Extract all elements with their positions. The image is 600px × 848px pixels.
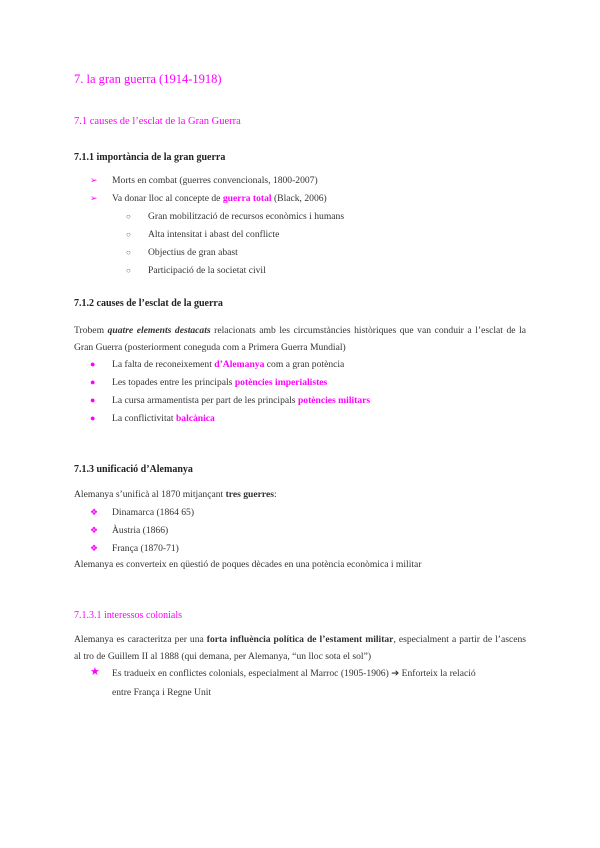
list-item-text: Àustria (1866) bbox=[112, 525, 169, 536]
text-segment: Les topades entre les principals bbox=[112, 377, 235, 388]
list-item bbox=[90, 192, 327, 205]
emphasis-quatre-elements: quatre elements destacats bbox=[107, 325, 211, 336]
diamond-bullet-icon: ❖ bbox=[90, 543, 99, 553]
section-title: 7. la gran guerra (1914-1918) bbox=[74, 72, 222, 86]
list-item-text bbox=[112, 394, 370, 407]
highlight-potencies-militars: potències militars bbox=[297, 395, 371, 406]
paragraph-unificacio bbox=[74, 488, 277, 501]
list-item bbox=[90, 542, 179, 555]
diamond-bullet-icon: ❖ bbox=[90, 507, 99, 517]
circle-bullet-icon: ○ bbox=[126, 212, 131, 221]
sub-list-item-text: Objectius de gran abast bbox=[148, 247, 238, 258]
sub-list-item bbox=[126, 264, 266, 277]
list-item bbox=[90, 358, 344, 371]
dot-bullet-icon: ● bbox=[90, 395, 96, 405]
arrow-bullet-icon: ➢ bbox=[90, 193, 98, 203]
highlight-guerra-total: guerra total bbox=[222, 193, 272, 204]
sub-list-item bbox=[126, 246, 238, 259]
list-item-text bbox=[112, 376, 327, 389]
list-item-text bbox=[112, 412, 215, 425]
sub-list-item bbox=[126, 210, 344, 223]
sub-list-item-text: Participació de la societat civil bbox=[148, 265, 266, 276]
highlight-potencies-imperialistes: potències imperialistes bbox=[234, 377, 328, 388]
text-segment: La cursa armamentista per part de les principals bbox=[112, 395, 298, 406]
section-subtitle: 7.1 causes de l’esclat de la Gran Guerra bbox=[74, 116, 241, 127]
list-item-text bbox=[112, 358, 344, 371]
list-item-text bbox=[112, 192, 327, 205]
sub-list-item-text: Gran mobilització de recursos econòmics i humans bbox=[148, 211, 345, 222]
text-segment: com a gran potència bbox=[264, 359, 345, 370]
list-item bbox=[90, 412, 215, 425]
list-item bbox=[90, 524, 168, 537]
heading-7-1-3-1: 7.1.3.1 interessos colonials bbox=[74, 610, 183, 621]
text-segment: Va donar lloc al concepte de bbox=[112, 193, 223, 204]
text-segment: La conflictivitat bbox=[112, 413, 176, 424]
text-segment: Trobem bbox=[74, 325, 108, 336]
text-segment: relacionats amb les circumstàncies històriques que van conduir a l’esclat de la Gran Guerra (posteriorment coneguda com a Primera Guerra Mundial) bbox=[74, 325, 526, 353]
sub-list-item-text: Alta intensitat i abast del conflicte bbox=[148, 229, 280, 240]
text-segment: La falta de reconeixement bbox=[112, 359, 215, 370]
dot-bullet-icon: ● bbox=[90, 413, 96, 423]
sub-list-item bbox=[126, 228, 279, 241]
text-segment: Alemanya es caracteritza per una bbox=[74, 634, 207, 645]
list-item-continuation: entre França i Regne Unit bbox=[112, 687, 212, 698]
emphasis-influencia-militar: forta influència política de l’estament militar bbox=[206, 634, 394, 645]
list-item bbox=[90, 376, 327, 389]
list-item bbox=[90, 394, 370, 407]
list-item-text: Es tradueix en conflictes colonials, especialment al Marroc (1905-1906) ➔ Enforteix la relació bbox=[112, 668, 476, 679]
paragraph-quatre-elements bbox=[74, 322, 526, 356]
emphasis-tres-guerres: tres guerres bbox=[225, 489, 274, 500]
list-item-text: França (1870-71) bbox=[112, 543, 179, 554]
list-item bbox=[90, 667, 476, 680]
highlight-balcanica: balcànica bbox=[175, 413, 215, 424]
list-item bbox=[90, 506, 194, 519]
paragraph-potencia: Alemanya es converteix en qüestió de poques dècades en una potència econòmica i militar bbox=[72, 559, 422, 570]
highlight-alemanya: d’Alemanya bbox=[214, 359, 265, 370]
paragraph-interessos-colonials bbox=[74, 631, 526, 665]
text-segment: (Black, 2006) bbox=[271, 193, 327, 204]
circle-bullet-icon: ○ bbox=[126, 266, 131, 275]
heading-7-1-2: 7.1.2 causes de l’esclat de la guerra bbox=[74, 298, 223, 309]
heading-7-1-1: 7.1.1 importància de la gran guerra bbox=[74, 152, 226, 163]
text-segment: : bbox=[274, 489, 277, 500]
circle-bullet-icon: ○ bbox=[126, 248, 131, 257]
diamond-bullet-icon: ❖ bbox=[90, 525, 99, 535]
list-item bbox=[90, 174, 318, 187]
dot-bullet-icon: ● bbox=[90, 377, 96, 387]
list-item-text: Morts en combat (guerres convencionals, 1800-2007) bbox=[112, 175, 318, 186]
text-segment: , especialment a partir de l’ascens al tro de Guillem II al 1888 (qui demana, per Alemanya, “un lloc sota el sol”) bbox=[74, 634, 526, 662]
dot-bullet-icon: ● bbox=[90, 359, 96, 369]
heading-7-1-3: 7.1.3 unificació d’Alemanya bbox=[74, 464, 193, 475]
list-item-text: Dinamarca (1864 65) bbox=[112, 507, 195, 518]
arrow-bullet-icon: ➢ bbox=[90, 175, 98, 185]
text-segment: Alemanya s’unificà al 1870 mitjançant bbox=[74, 489, 226, 500]
circle-bullet-icon: ○ bbox=[126, 230, 131, 239]
star-bullet-icon: ★ bbox=[90, 666, 100, 678]
